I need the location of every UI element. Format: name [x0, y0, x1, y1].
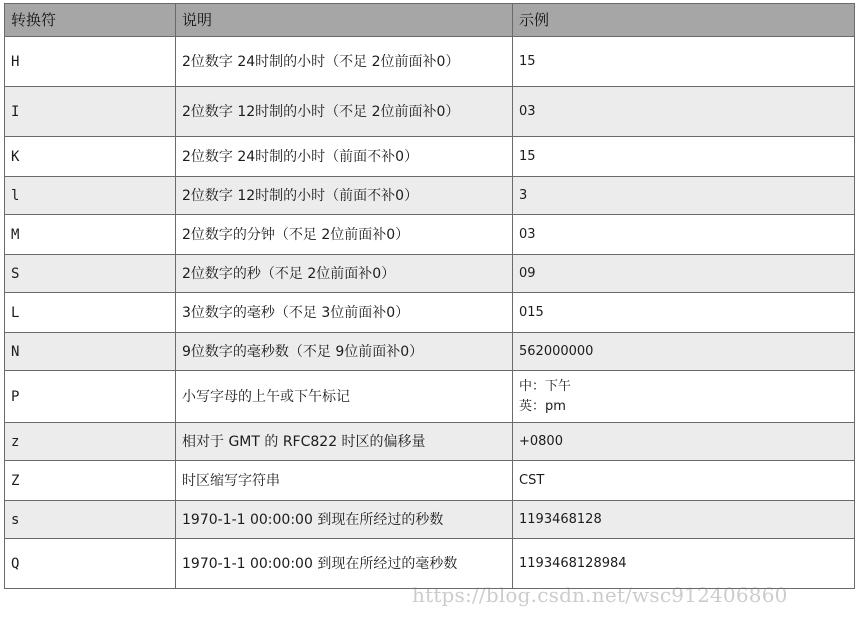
conversion-cell: P — [5, 371, 176, 423]
conversion-cell: M — [5, 215, 176, 255]
description-cell: 小写字母的上午或下午标记 — [176, 371, 513, 423]
header-description: 说明 — [176, 4, 513, 37]
conversion-cell: K — [5, 137, 176, 177]
table-row — [5, 333, 855, 371]
example-cell: 1193468128984 — [513, 539, 855, 589]
conversion-table-container — [4, 3, 854, 589]
conversion-cell: S — [5, 255, 176, 293]
blog-url-watermark: https://blog.csdn.net/wsc912406860 — [412, 583, 788, 607]
conversion-cell: H — [5, 37, 176, 87]
description-cell: 时区缩写字符串 — [176, 461, 513, 501]
conversion-table — [4, 3, 855, 589]
example-cell: 562000000 — [513, 333, 855, 371]
table-row — [5, 37, 855, 87]
example-cell: +0800 — [513, 423, 855, 461]
example-cell: CST — [513, 461, 855, 501]
conversion-cell: Q — [5, 539, 176, 589]
description-cell: 2位数字的分钟（不足 2位前面补0） — [176, 215, 513, 255]
description-cell: 9位数字的毫秒数（不足 9位前面补0） — [176, 333, 513, 371]
table-body — [5, 37, 855, 589]
conversion-cell: I — [5, 87, 176, 137]
conversion-cell: L — [5, 293, 176, 333]
description-cell: 2位数字的秒（不足 2位前面补0） — [176, 255, 513, 293]
table-row — [5, 137, 855, 177]
table-row — [5, 293, 855, 333]
description-cell: 1970-1-1 00:00:00 到现在所经过的毫秒数 — [176, 539, 513, 589]
table-header-row — [5, 4, 855, 37]
description-cell: 3位数字的毫秒（不足 3位前面补0） — [176, 293, 513, 333]
conversion-cell: l — [5, 177, 176, 215]
description-cell: 2位数字 12时制的小时（前面不补0） — [176, 177, 513, 215]
description-cell: 1970-1-1 00:00:00 到现在所经过的秒数 — [176, 501, 513, 539]
conversion-cell: z — [5, 423, 176, 461]
description-cell: 2位数字 24时制的小时（前面不补0） — [176, 137, 513, 177]
example-cell: 中：下午 英：pm — [513, 371, 855, 423]
example-cell: 09 — [513, 255, 855, 293]
conversion-cell: N — [5, 333, 176, 371]
example-cell: 15 — [513, 137, 855, 177]
table-row — [5, 255, 855, 293]
header-conversion: 转换符 — [5, 4, 176, 37]
example-cell: 3 — [513, 177, 855, 215]
table-row — [5, 501, 855, 539]
example-cell: 15 — [513, 37, 855, 87]
table-row — [5, 371, 855, 423]
example-cell: 1193468128 — [513, 501, 855, 539]
table-row — [5, 87, 855, 137]
description-cell: 2位数字 12时制的小时（不足 2位前面补0） — [176, 87, 513, 137]
conversion-cell: s — [5, 501, 176, 539]
example-cell: 03 — [513, 215, 855, 255]
table-row — [5, 461, 855, 501]
description-cell: 2位数字 24时制的小时（不足 2位前面补0） — [176, 37, 513, 87]
header-example: 示例 — [513, 4, 855, 37]
example-cell: 015 — [513, 293, 855, 333]
conversion-cell: Z — [5, 461, 176, 501]
table-row — [5, 215, 855, 255]
table-row — [5, 423, 855, 461]
table-row — [5, 177, 855, 215]
description-cell: 相对于 GMT 的 RFC822 时区的偏移量 — [176, 423, 513, 461]
table-row — [5, 539, 855, 589]
example-cell: 03 — [513, 87, 855, 137]
